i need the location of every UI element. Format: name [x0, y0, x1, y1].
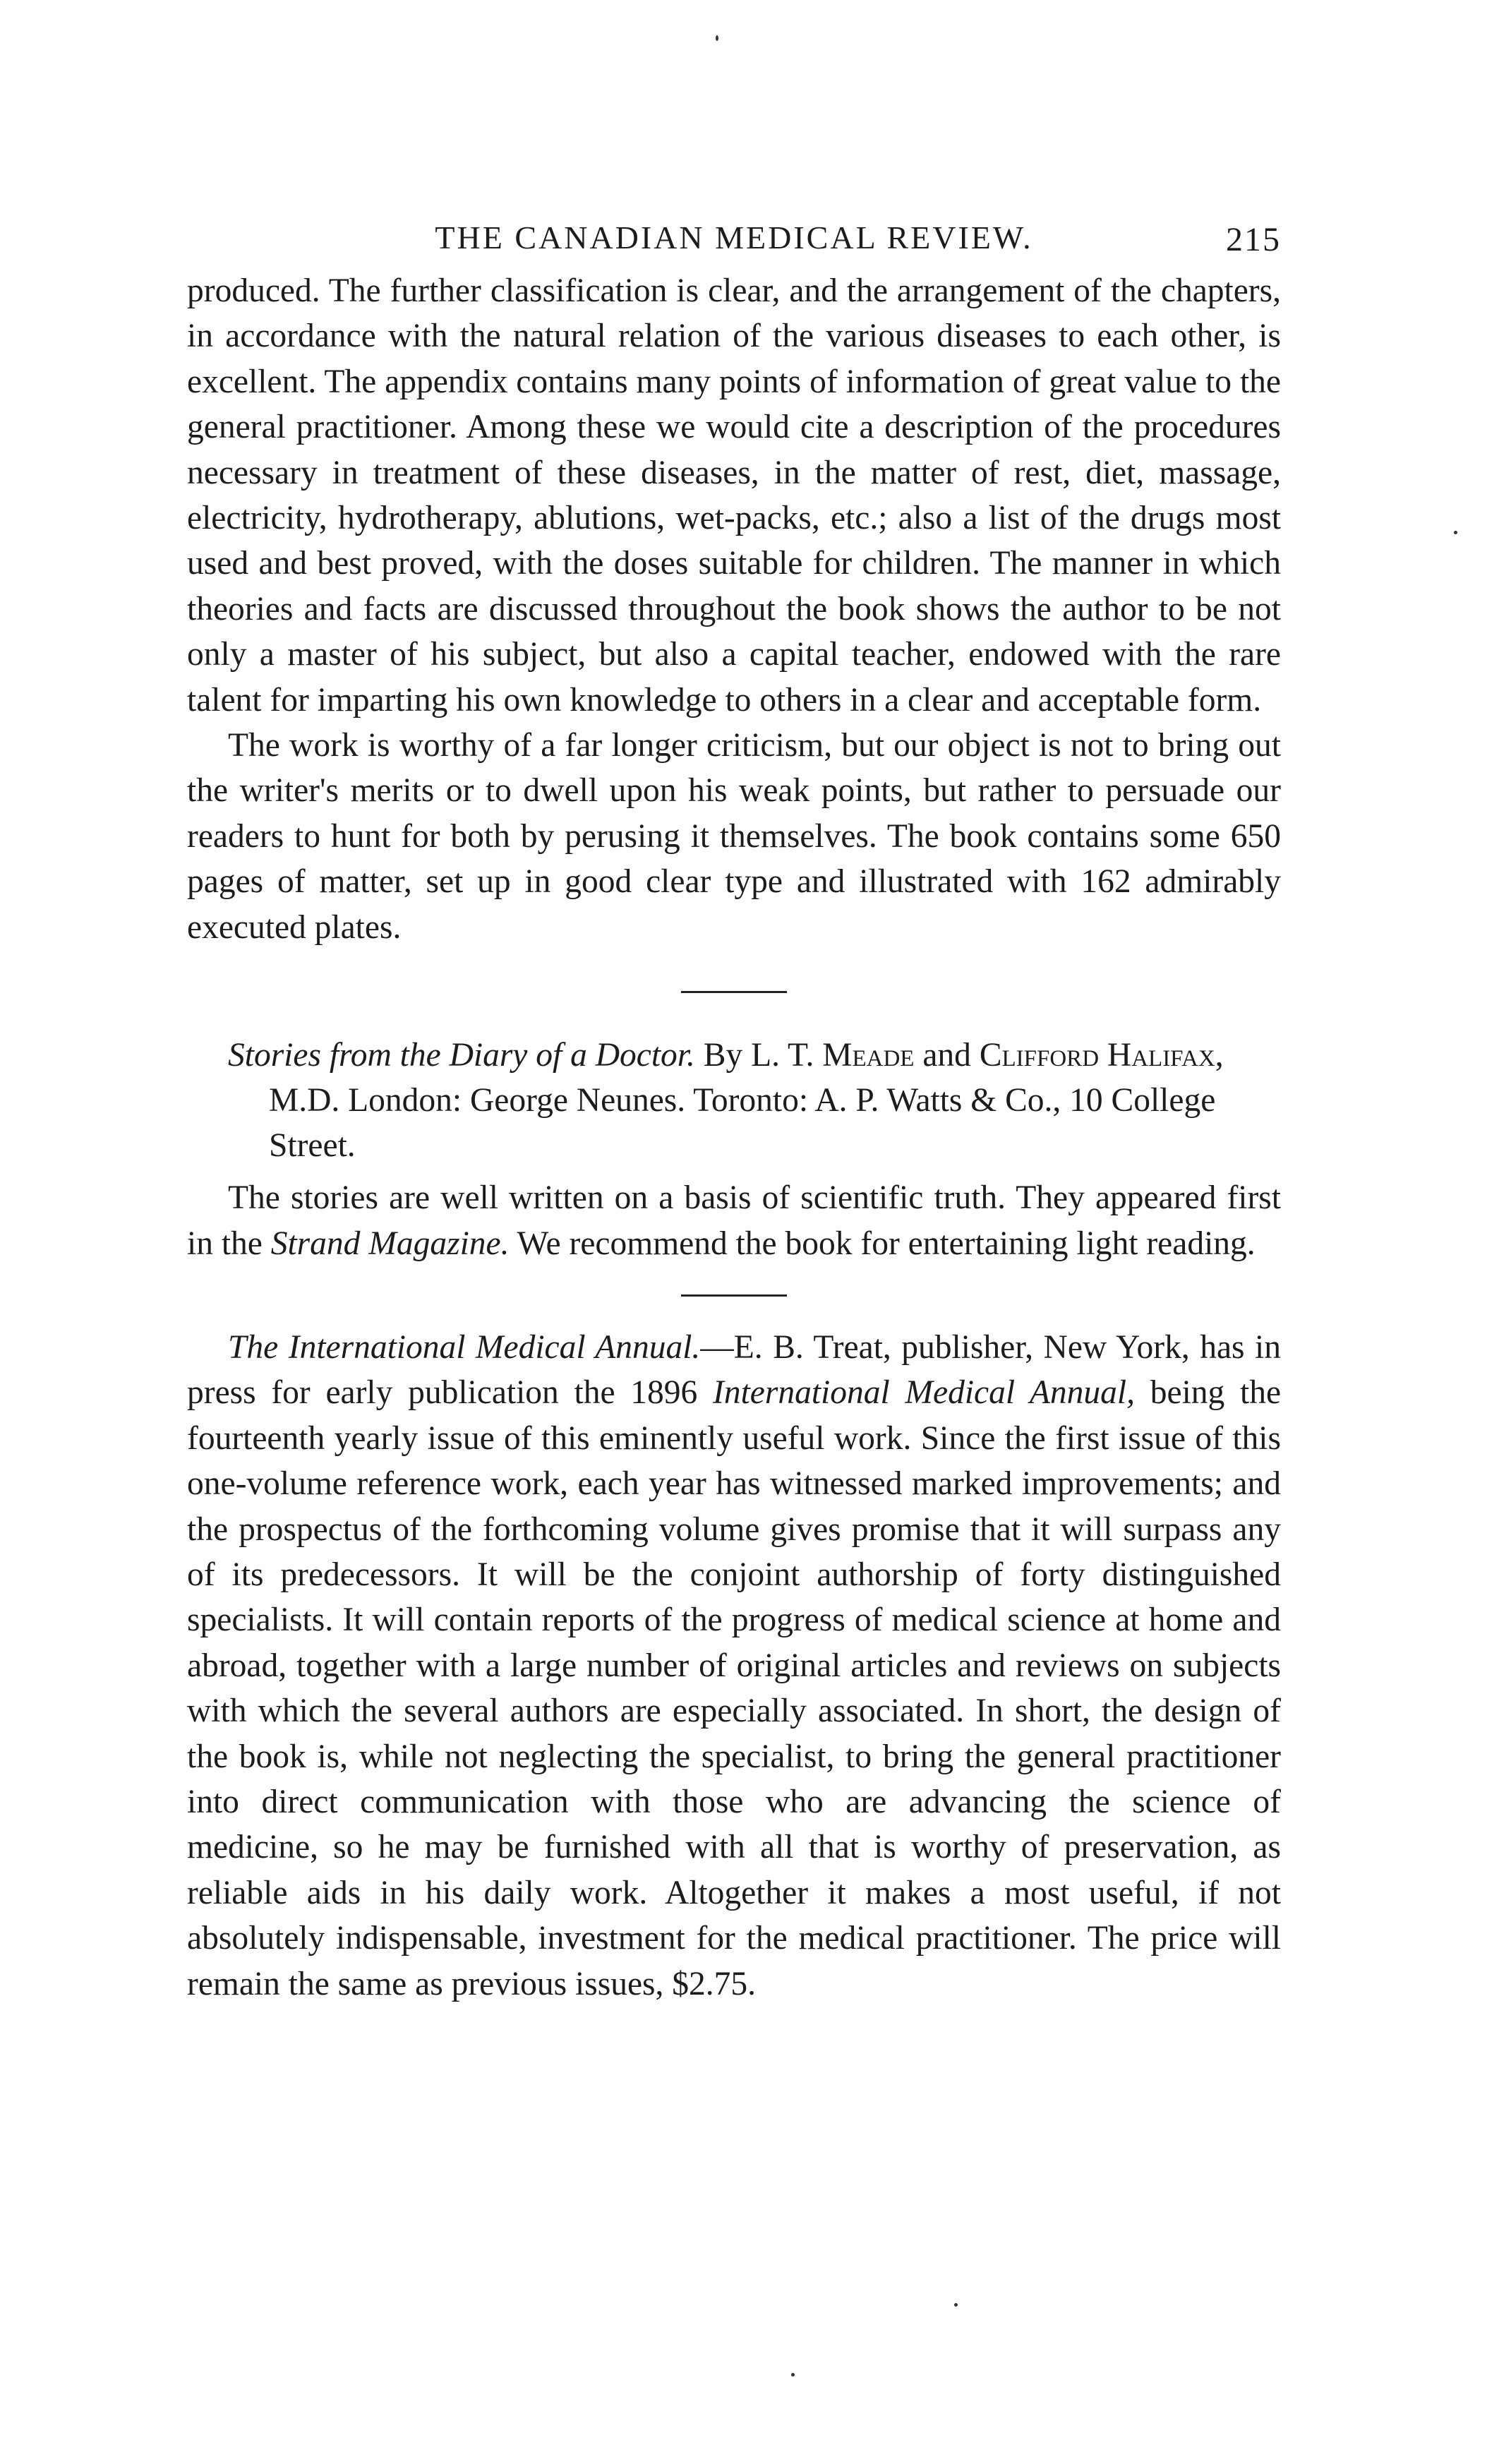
ink-speck: [1454, 531, 1457, 534]
citation-publisher: London: George Neunes. Toronto: A. P. Watts & Co., 10 College Street.: [269, 1082, 1216, 1165]
review-text: The stories are well written on a basis of scientific truth. They appeared first in the: [187, 1179, 1281, 1262]
running-title: THE CANADIAN MEDICAL REVIEW.: [435, 220, 1033, 256]
magazine-title: Strand Magazine.: [270, 1225, 510, 1262]
review-continuation-paragraph: produced. The further classification is clear, and the arrangement of the chapters, in accordance with the natural relation of the various diseases to each other, is excellent. The appendix contains many points of information of great value to the general practitioner. Among these we would cite a description of the procedures necessary in treatment of these diseases, in the matter of rest, diet, massage, electricity, hydrotherapy, ablutions, wet-packs, etc.; also a list of the drugs most used and best proved, with the doses suitable for children. The manner in which theories and facts are discussed throughout the book shows the author to be not only a master of his subject, but also a capital teacher, endowed with the rare talent for imparting his own knowledge to others in a clear and acceptable form.: [187, 272, 1281, 719]
review-citation: [187, 1033, 1281, 1168]
ink-speck: [716, 35, 718, 41]
review-paragraph: [187, 1175, 1281, 1266]
running-head: [187, 212, 1281, 268]
annual-body: being the fourteenth yearly issue of this eminently useful work. Since the first issue of this one-volume reference work, each year has witnessed marked improvements; and the prospectus of the forthcoming volume gives promise that it will surpass any of its predecessors. It will be the conjoint authorship of forty distinguished specialists. It will contain reports of the progress of medical science at home and abroad, together with a large number of original articles and reviews on subjects with which the several authors are especially associated. In short, the design of the book is, while not neglecting the specialist, to bring the general practitioner into direct communication with those who are advancing the science of medicine, so he may be furnished with all that is worthy of preservation, as reliable aids in his daily work. Altogether it makes a most useful, if not absolutely indispensable, investment for the medical practitioner. The price will remain the same as previous issues, $2.75.: [187, 1374, 1282, 2002]
citation-author: L. T. Meade: [751, 1037, 915, 1074]
page: [187, 212, 1281, 2007]
book-title: Stories from the Diary of a Doctor.: [228, 1037, 695, 1074]
annual-title: The International Medical Annual.: [228, 1328, 701, 1366]
review-text-end: We recommend the book for entertaining light reading.: [517, 1225, 1256, 1262]
citation-and: and: [922, 1037, 971, 1074]
ink-speck: [791, 2373, 795, 2376]
annual-notice-paragraph: [187, 1325, 1281, 2007]
review-closing-paragraph: The work is worthy of a far longer criticism, but our object is not to bring out the writer's merits or to dwell upon his weak points, but rather to persuade our readers to hunt for both by perusing it themselves. The book contains some 650 pages of matter, set up in good clear type and illustrated with 162 admirably executed plates.: [187, 727, 1281, 946]
annual-title-inline: International Medical Annual,: [713, 1374, 1136, 1412]
ink-speck: [954, 2303, 958, 2307]
citation-degree: , M.D.: [269, 1037, 1224, 1119]
citation-by: By: [703, 1037, 743, 1074]
citation-coauthor: Clifford Halifax: [979, 1037, 1215, 1074]
page-number: 215: [1226, 221, 1281, 258]
annual-intro: —E. B. Treat, publisher, New York, has in press for early publication the 1896: [187, 1328, 1281, 1412]
